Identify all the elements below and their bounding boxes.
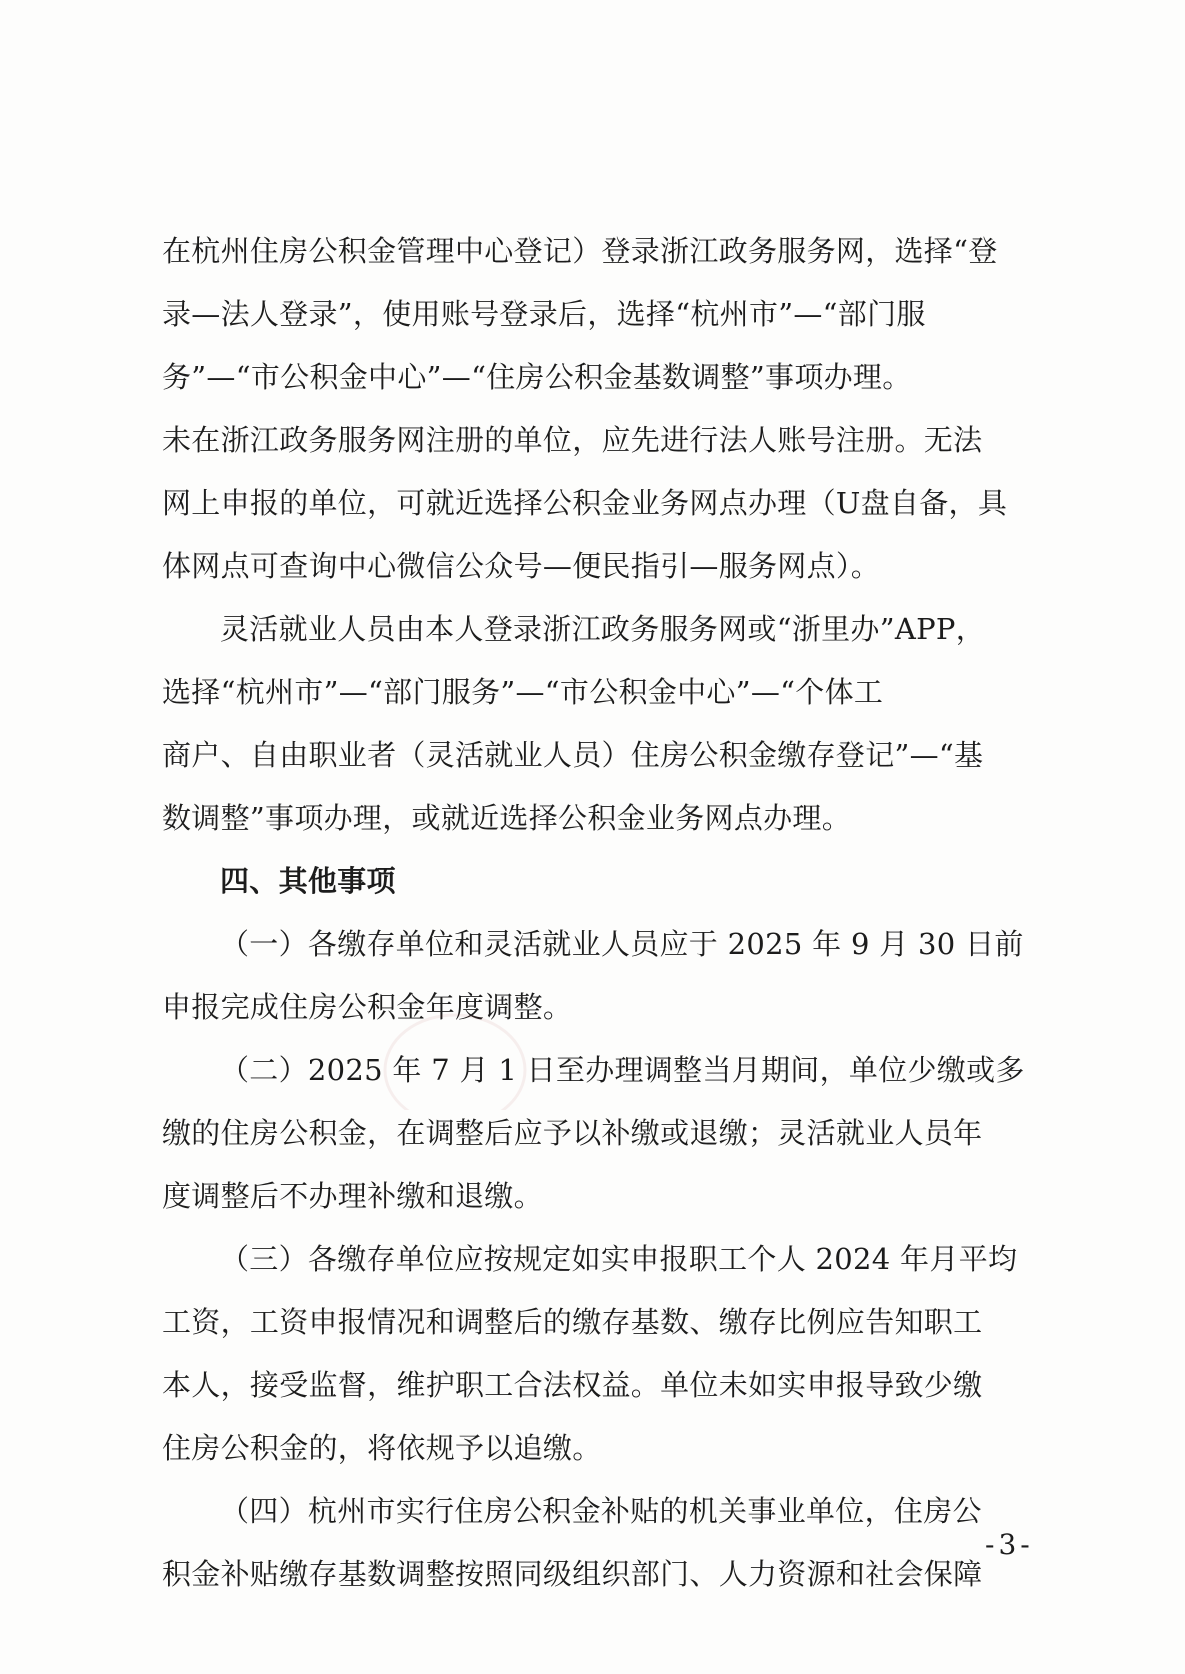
paragraph-item-1 [162, 913, 1042, 1039]
text-line: 申报完成住房公积金年度调整。 [162, 990, 573, 1024]
section-heading-other-matters [162, 850, 1042, 913]
text-line: （一）各缴存单位和灵活就业人员应于 2025 年 9 月 30 日前 [220, 927, 1024, 961]
text-line: 在杭州住房公积金管理中心登记）登录浙江政务服务网，选择“登 [162, 234, 998, 268]
text-line: 数调整”事项办理，或就近选择公积金业务网点办理。 [162, 801, 852, 835]
page-number: -3- [985, 1528, 1034, 1561]
text-line: 本人，接受监督，维护职工合法权益。单位未如实申报导致少缴 [162, 1368, 983, 1402]
paragraph-online-filing [162, 220, 1042, 598]
paragraph-flexible-employment [162, 598, 1042, 850]
text-line: 住房公积金的，将依规予以追缴。 [162, 1431, 602, 1465]
text-line: 缴的住房公积金，在调整后应予以补缴或退缴；灵活就业人员年 [162, 1116, 983, 1150]
paragraph-item-4 [162, 1480, 1042, 1606]
text-line: 度调整后不办理补缴和退缴。 [162, 1179, 543, 1213]
text-line: 网上申报的单位，可就近选择公积金业务网点办理（U盘自备，具 [162, 486, 1008, 520]
text-line: （四）杭州市实行住房公积金补贴的机关事业单位，住房公 [220, 1494, 982, 1528]
text-line: 积金补贴缴存基数调整按照同级组织部门、人力资源和社会保障 [162, 1557, 983, 1591]
text-line: 体网点可查询中心微信公众号—便民指引—服务网点）。 [162, 549, 881, 583]
text-line: 录—法人登录”，使用账号登录后，选择“杭州市”—“部门服 [162, 297, 926, 331]
text-line: 务”—“市公积金中心”—“住房公积金基数调整”事项办理。 [162, 360, 912, 394]
text-line: 工资，工资申报情况和调整后的缴存基数、缴存比例应告知职工 [162, 1305, 983, 1339]
text-line: 灵活就业人员由本人登录浙江政务服务网或“浙里办”APP， [220, 612, 986, 646]
document-body [162, 220, 1042, 1606]
text-line: 商户、自由职业者（灵活就业人员）住房公积金缴存登记”—“基 [162, 738, 984, 772]
text-line: 选择“杭州市”—“部门服务”—“市公积金中心”—“个体工 [162, 675, 884, 709]
text-line: （三）各缴存单位应按规定如实申报职工个人 2024 年月平均 [220, 1242, 1018, 1276]
section-heading: 四、其他事项 [220, 864, 396, 898]
paragraph-item-2 [162, 1039, 1042, 1228]
text-line: 未在浙江政务服务网注册的单位，应先进行法人账号注册。无法 [162, 423, 983, 457]
paragraph-item-3 [162, 1228, 1042, 1480]
text-line: （二）2025 年 7 月 1 日至办理调整当月期间，单位少缴或多 [220, 1053, 1025, 1087]
